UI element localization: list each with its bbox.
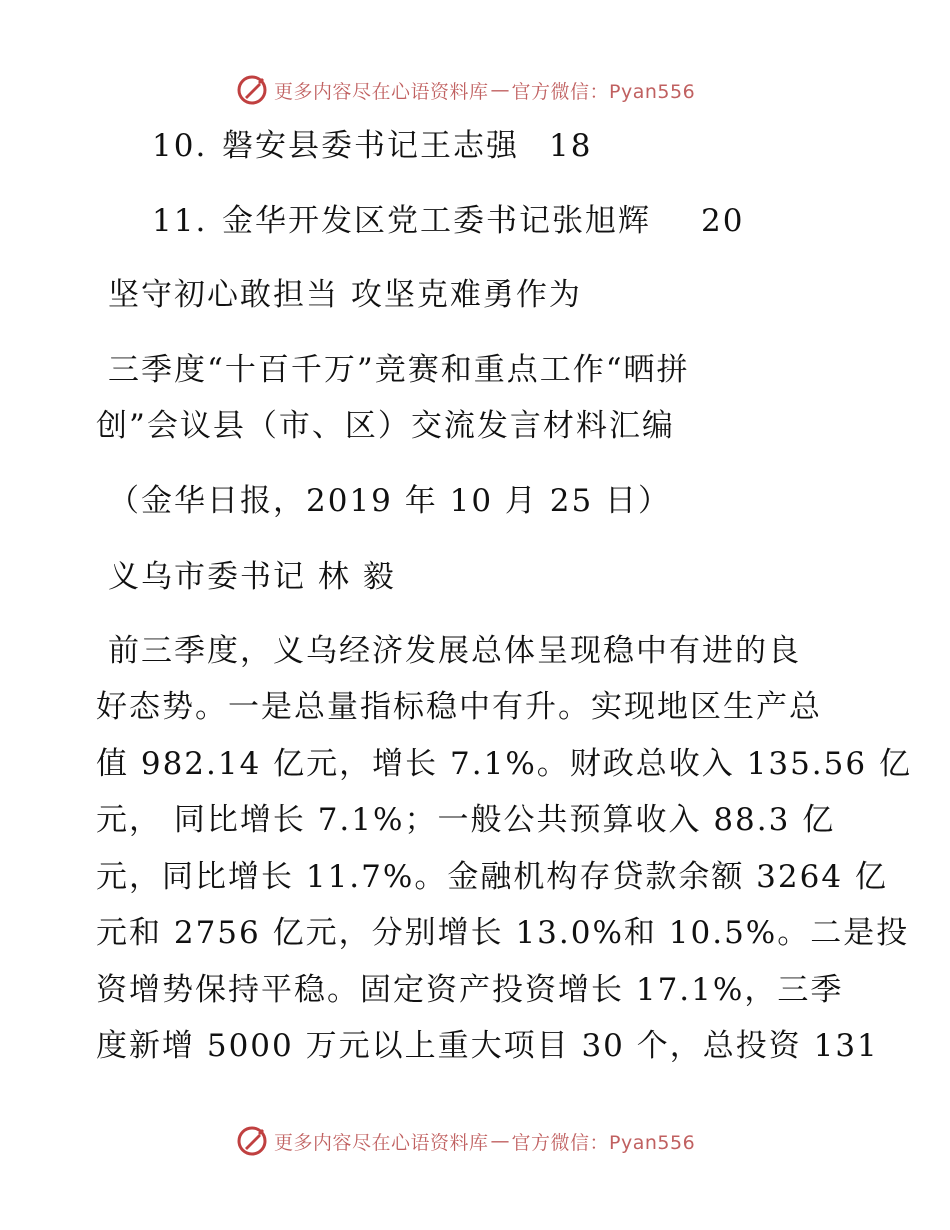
- toc-number: 10.: [152, 128, 208, 164]
- toc-entry-10: [152, 126, 592, 166]
- source-note: （金华日报，2019 年 10 月 25 日）: [108, 483, 672, 519]
- body-line: 好态势。一是总量指标稳中有升。实现地区生产总: [96, 689, 822, 725]
- body-line: 值 982.14 亿元，增长 7.1%。财政总收入 135.56 亿: [96, 746, 912, 782]
- toc-number: 11.: [152, 203, 208, 239]
- toc-title: 磐安县委书记王志强: [222, 128, 519, 164]
- body-line: 元， 同比增长 7.1%；一般公共预算收入 88.3 亿: [96, 802, 836, 838]
- body-line: 前三季度，义乌经济发展总体呈现稳中有进的良: [108, 633, 801, 669]
- watermark-separator: —: [490, 79, 510, 101]
- quill-logo-icon: [236, 74, 268, 106]
- subtitle-line-2: 创”会议县（市、区）交流发言材料汇编: [96, 408, 675, 444]
- headline: 坚守初心敢担当 攻坚克难勇作为: [108, 277, 582, 313]
- toc-page-number: 20: [701, 203, 745, 239]
- body-line: 度新增 5000 万元以上重大项目 30 个，总投资 131: [96, 1028, 879, 1064]
- watermark-header: [236, 70, 716, 110]
- body-line: 元，同比增长 11.7%。金融机构存贷款余额 3264 亿: [96, 859, 888, 895]
- body-line: 元和 2756 亿元，分别增长 13.0%和 10.5%。二是投: [96, 915, 910, 951]
- speaker-title: 义乌市委书记 林 毅: [108, 559, 396, 595]
- watermark-text: 更多内容尽在心语资料库: [274, 80, 489, 103]
- watermark-text: 更多内容尽在心语资料库: [274, 1131, 489, 1154]
- watermark-separator: —: [490, 1130, 510, 1152]
- watermark-footer: [236, 1121, 716, 1161]
- toc-title: 金华开发区党工委书记张旭辉: [222, 203, 651, 239]
- watermark-suffix: 官方微信：Pyan556: [511, 80, 696, 103]
- toc-entry-11: [152, 201, 744, 241]
- toc-page-number: 18: [549, 128, 593, 164]
- body-line: 资增势保持平稳。固定资产投资增长 17.1%，三季: [96, 972, 844, 1008]
- watermark-suffix: 官方微信：Pyan556: [511, 1131, 696, 1154]
- quill-logo-icon: [236, 1125, 268, 1157]
- subtitle-line-1: 三季度“十百千万”竞赛和重点工作“晒拼: [108, 352, 690, 388]
